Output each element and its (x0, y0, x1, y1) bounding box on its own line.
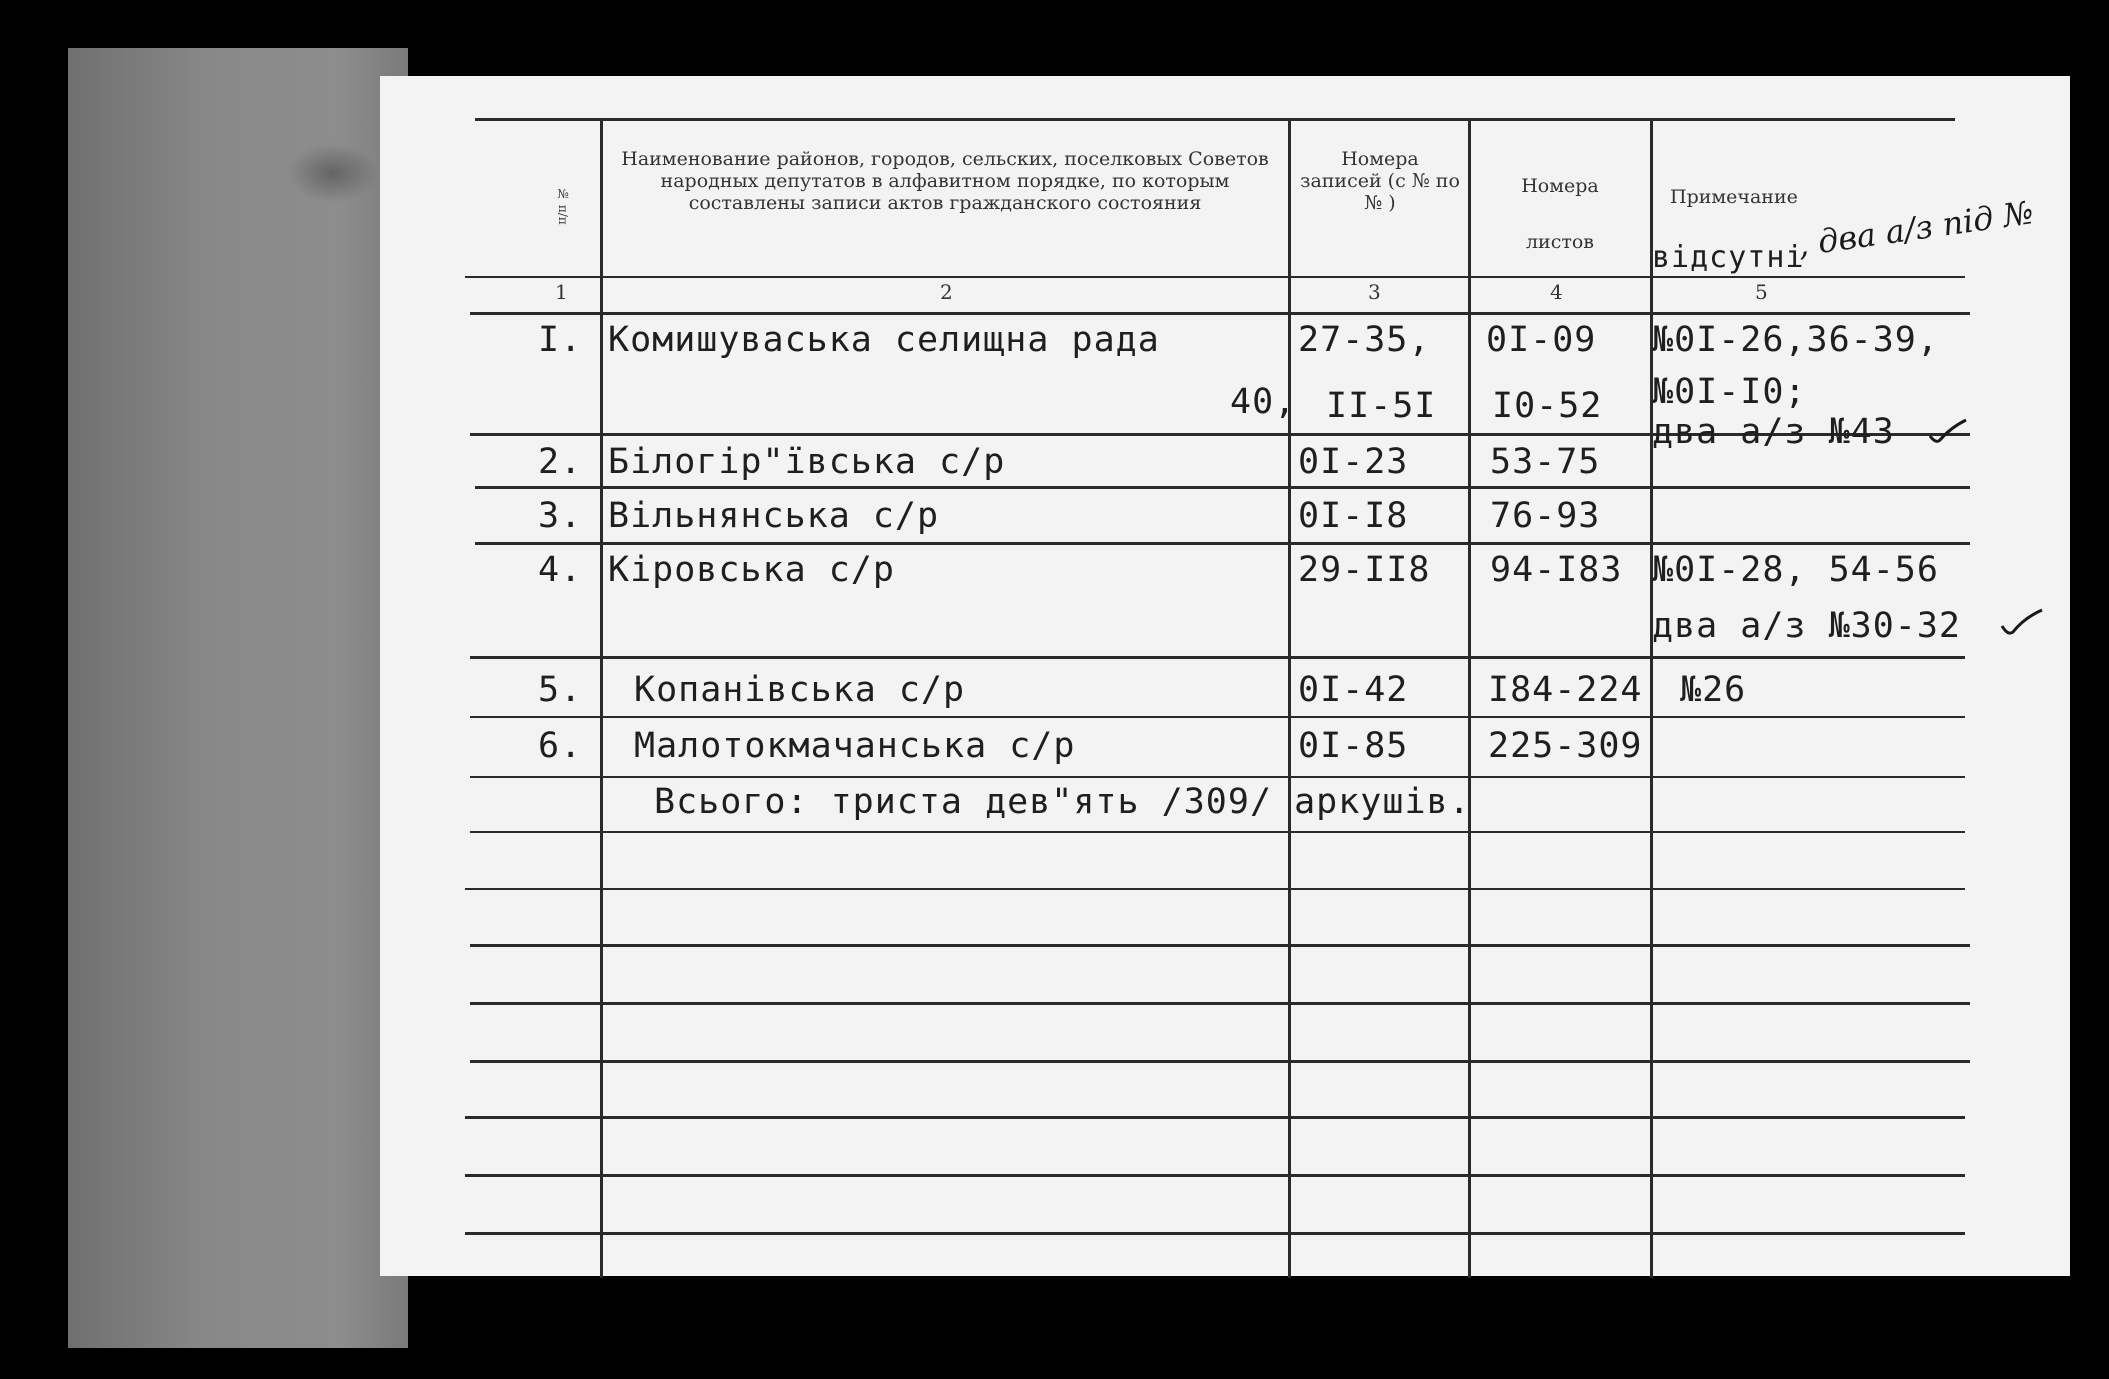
row-name: Копанівська с/р (634, 670, 966, 710)
note-head-handwritten: , два а/з під № (1795, 193, 2036, 264)
rule-row12 (465, 1116, 1965, 1119)
rule-row7 (470, 831, 1965, 833)
row-sheets: 94-I83 (1490, 550, 1623, 590)
row-records: 0I-I8 (1298, 496, 1409, 536)
row-name: Вільнянська с/р (608, 496, 940, 536)
rule-bottom (465, 1232, 1965, 1235)
row-sheets: 76-93 (1490, 496, 1601, 536)
row-sheets: 225-309 (1488, 726, 1643, 766)
row-name: Кіровська с/р (608, 550, 895, 590)
row-name: 40, (1230, 382, 1297, 422)
rule-row4 (470, 656, 1965, 659)
checkmark-icon (1928, 416, 1968, 446)
row-records: 27-35, (1298, 320, 1431, 360)
row-note: №0I-26,36-39, (1652, 320, 1939, 360)
col-divider-3 (1468, 118, 1471, 1278)
rule-top (475, 118, 1955, 121)
paper-stain (288, 143, 378, 203)
col-divider-2 (1288, 118, 1291, 1278)
row-sheets: I0-52 (1492, 386, 1603, 426)
col-divider-1 (600, 118, 603, 1278)
row-records: 0I-85 (1298, 726, 1409, 766)
colnum-2: 2 (940, 280, 953, 304)
header-col4: Номера листов (1521, 175, 1599, 253)
rule-row6 (470, 776, 1965, 778)
col-divider-4 (1650, 118, 1653, 1278)
row-note: №0I-28, 54-56 (1652, 550, 1939, 590)
rule-row13 (465, 1174, 1965, 1177)
row-note: два а/з №30-32 (1652, 606, 1962, 646)
checkmark-icon (2000, 606, 2044, 638)
colnum-1: 1 (555, 280, 568, 304)
row-note: два а/з №43 (1652, 412, 1895, 452)
row-number: 6. (538, 726, 583, 766)
rule-row9 (470, 944, 1970, 947)
rule-row2 (475, 486, 1970, 489)
row-sheets: 0I-09 (1486, 320, 1597, 360)
row-records: II-5I (1326, 386, 1437, 426)
rule-row5 (470, 716, 1965, 718)
rule-row8 (465, 888, 1965, 890)
row-name: Комишуваська селищна рада (608, 320, 1160, 360)
row-sheets: I84-224 (1488, 670, 1643, 710)
total-line: Всього: триста дев"ять /309/ аркушів. (654, 782, 1471, 822)
colnum-4: 4 (1550, 280, 1563, 304)
row-number: I. (538, 320, 583, 360)
row-records: 29-II8 (1298, 550, 1431, 590)
row-note: №26 (1680, 670, 1747, 710)
row-number: 2. (538, 442, 583, 482)
header-col5: Примечание (1670, 186, 1798, 208)
row-note: №0I-I0; (1652, 372, 1807, 412)
header-col2: Наименование районов, городов, сельских, поселковых Советов народных депутатов в алфавитном порядке, по которым составлены записи актов гражданского состояния (621, 148, 1269, 214)
colnum-3: 3 (1368, 280, 1381, 304)
note-head-typed: відсутні (1652, 240, 1805, 275)
header-col3: Номера записей (с № по № ) (1300, 148, 1460, 214)
header-col1: № п/п (556, 187, 570, 225)
row-records: 0I-23 (1298, 442, 1409, 482)
row-number: 4. (538, 550, 583, 590)
row-name: Білогір"ївська с/р (608, 442, 1006, 482)
row-number: 3. (538, 496, 583, 536)
rule-header-bottom (465, 276, 1965, 278)
colnum-5: 5 (1755, 280, 1768, 304)
rule-row3 (475, 542, 1970, 545)
row-number: 5. (538, 670, 583, 710)
row-records: 0I-42 (1298, 670, 1409, 710)
rule-colnums-bottom (470, 312, 1970, 315)
rule-row11 (470, 1060, 1970, 1063)
row-name: Малотокмачанська с/р (634, 726, 1076, 766)
rule-row10 (470, 1002, 1970, 1005)
previous-page (68, 48, 408, 1348)
register-form (380, 76, 2070, 1276)
row-sheets: 53-75 (1490, 442, 1601, 482)
